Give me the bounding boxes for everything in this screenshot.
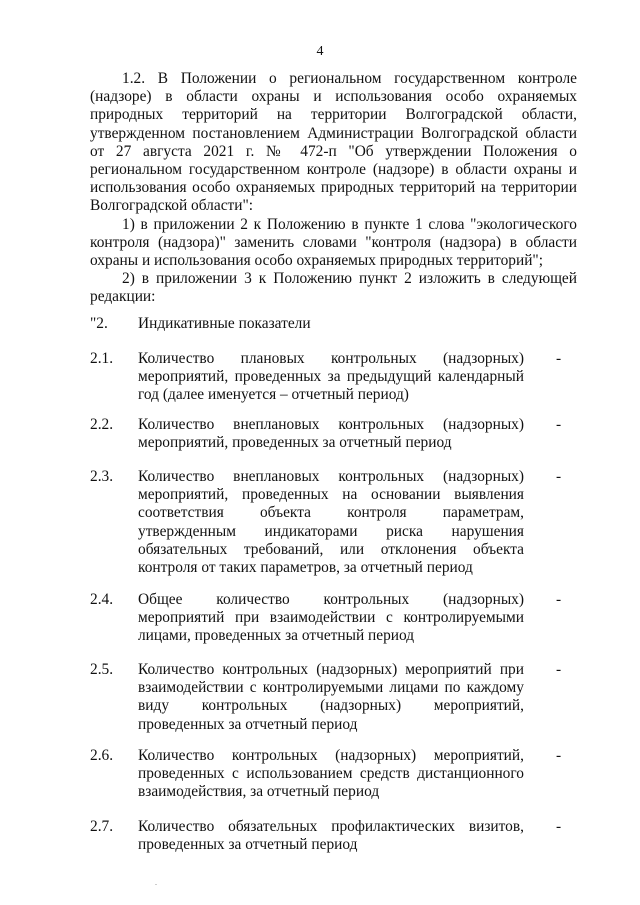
paragraph-item-2: 2) в приложении 3 к Положению пункт 2 изложить в следующей редакции: — [90, 270, 577, 306]
indicator-value-dash: - — [556, 416, 562, 433]
section-title: Индикативные показатели — [138, 315, 311, 332]
indicator-value-dash: - — [556, 591, 562, 608]
indicator-value-dash: - — [556, 747, 562, 764]
indicator-number: 2.5. — [90, 661, 114, 678]
indicator-row-2-3 — [90, 468, 577, 577]
indicator-row-2-1 — [90, 350, 577, 405]
indicator-text: Общее количество контрольных (надзорных) мероприятий при взаимодействии с контролируемыми лицами, проведенных за отчетный период — [138, 591, 524, 645]
page-number: 4 — [316, 44, 324, 59]
indicator-text: Количество плановых контрольных (надзорных) мероприятий, проведенных за предыдущий календарный год (далее именуется – отчетный период) — [138, 350, 524, 404]
paragraph-item-1: 1) в приложении 2 к Положению в пункте 1 слова "экологического контроля (надзора)" заменить словами "контроля (надзора) в области охраны и использования особо охраняемых природных территорий"; — [90, 215, 577, 270]
indicator-number: 2.3. — [90, 468, 114, 485]
indicator-text: Количество обязательных профилактических визитов, проведенных за отчетный период — [138, 818, 524, 854]
amendment-text — [90, 70, 577, 307]
indicator-number: 2.2. — [90, 416, 114, 433]
indicator-text: Количество внеплановых контрольных (надзорных) мероприятий, проведенных за отчетный период — [138, 416, 524, 452]
indicator-row-2-2 — [90, 416, 577, 452]
indicator-number: 2.7. — [90, 818, 114, 835]
indicator-number: 2.1. — [90, 350, 114, 367]
indicator-text: Количество контрольных (надзорных) мероприятий, проведенных с использованием средств дистанционного взаимодействия, за отчетный период — [138, 747, 524, 801]
section-number: "2. — [90, 315, 108, 332]
indicator-value-dash: - — [556, 818, 562, 835]
indicator-row-2-6 — [90, 747, 577, 802]
indicator-text: Количество контрольных (надзорных) мероприятий при взаимодействии с контролируемыми лицами по каждому виду контрольных (надзорных) мероприятий, проведенных за отчетный период — [138, 661, 524, 733]
indicator-number: 2.4. — [90, 591, 114, 608]
indicator-row-2-4 — [90, 591, 577, 646]
indicator-row-2-5 — [90, 661, 577, 734]
indicator-value-dash: - — [556, 468, 562, 485]
indicator-value-dash: - — [556, 661, 562, 678]
indicator-row-2-7 — [90, 818, 577, 854]
indicator-number: 2.6. — [90, 747, 114, 764]
indicator-text: Количество внеплановых контрольных (надзорных) мероприятий, проведенных на основании выявления соответствия объекта контроля параметрам, утвержденным индикаторами риска нарушения обязательных требований, или отклонения объекта контроля от таких параметров, за отчетный период — [138, 468, 524, 577]
indicator-value-dash: - — [556, 350, 562, 367]
scan-artifact — [155, 884, 157, 885]
paragraph-amendment-intro: 1.2. В Положении о региональном государственном контроле (надзоре) в области охраны и использования особо охраняемых природных территорий на территории Волгоградской области, утвержденном постановлением Администрации Волгоградской области от 27 августа 2021 г. № 472-п "Об утверждении Положения о региональном государственном контроле (надзоре) в области охраны и использования особо охраняемых природных территорий на территории Волгоградской области": — [90, 70, 577, 215]
